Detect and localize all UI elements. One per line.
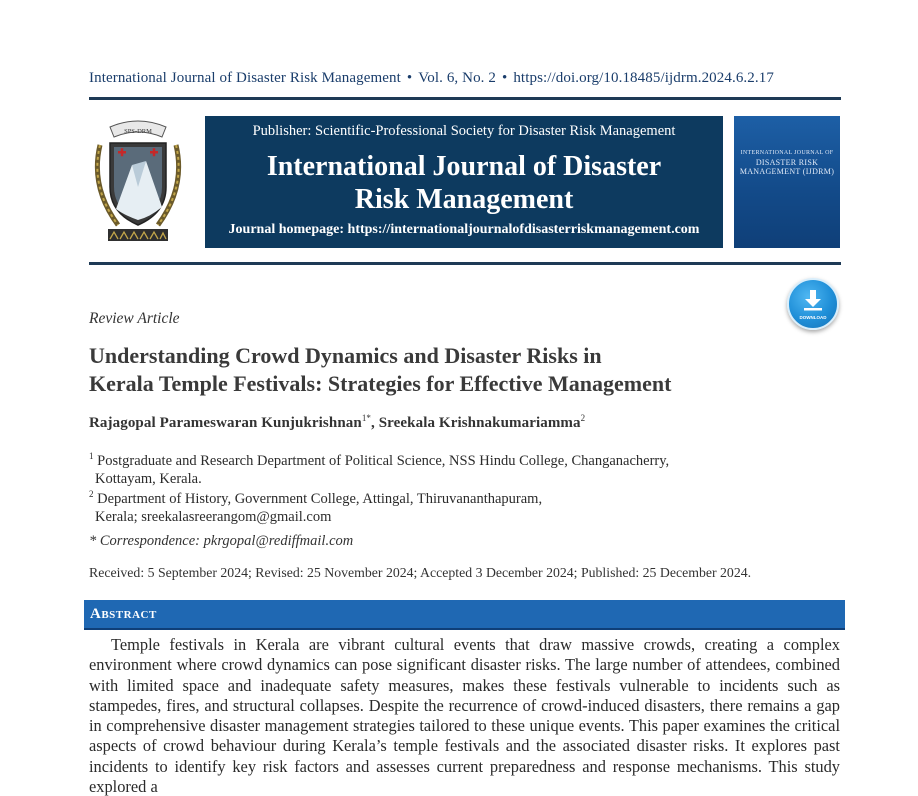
journal-title [205,150,723,216]
paper-title-line2: Kerala Temple Festivals: Strategies for Effective Management [89,371,672,396]
header-bullet: • [406,70,413,86]
author-affiliation-marker: 1* [361,413,372,423]
affiliation-text: Department of History, Government College, Attingal, Thiruvananthapuram, [97,490,543,507]
author-separator: , [371,415,379,431]
abstract-body: Temple festivals in Kerala are vibrant cultural events that draw massive crowds, creating a complex environment where crowd dynamics can pose significant disaster risks. The large number of attendees, combined with limited space and inadequate safety measures, makes these festivals vulnerable to incidents such as stampedes, fires, and structural collapses. Despite the recurrence of crowd-induced disasters, there remains a gap in comprehensive disaster management strategies tailored to these unique events. This paper examines the critical aspects of crowd behaviour during Kerala’s temple festivals and the associated disaster risks. It explores past incidents to identify key risk factors and assesses current preparedness and response mechanisms. This study explored a [89,635,840,796]
author-name: Sreekala Krishnakumariamma [378,415,581,431]
author-affiliation-marker: 2 [580,413,586,423]
volume-issue: Vol. 6, No. 2 [418,70,496,86]
cover-title: DISASTER RISK MANAGEMENT (IJDRM) [739,158,835,176]
cover-small-text: INTERNATIONAL JOURNAL OF [740,150,834,156]
journal-homepage-link[interactable]: Journal homepage: https://internationaljournalofdisasterriskmanagement.com [228,222,700,237]
affiliation-number: 2 [89,489,94,499]
affiliation-number: 1 [89,451,94,461]
affiliation-2 [89,485,789,526]
publication-dates: Received: 5 September 2024; Revised: 25 November 2024; Accepted 3 December 2024; Published: 25 December 2024. [89,565,752,580]
affiliation-text: Postgraduate and Research Department of Political Science, NSS Hindu College, Changanacherry, [97,452,670,469]
paper-title [89,342,809,398]
society-logo [88,117,188,247]
download-button[interactable] [787,278,839,330]
affiliation-text: Kerala; sreekalasreerangom@gmail.com [95,508,332,525]
download-icon [801,288,825,312]
logo-label: SPS-DRM [124,128,152,135]
affiliation-1 [89,447,789,488]
download-label: DOWNLOAD [799,315,827,320]
abstract-heading: Abstract [84,600,845,630]
doi-link[interactable]: https://doi.org/10.18485/ijdrm.2024.6.2.17 [513,70,774,86]
publisher-line: Publisher: Scientific-Professional Society for Disaster Risk Management [252,123,676,139]
paper-title-line1: Understanding Crowd Dynamics and Disaster Risks in [89,343,602,368]
journal-title-line1: International Journal of Disaster [266,151,662,182]
banner-bottom-rule [89,262,841,265]
header-bullet: • [501,70,508,86]
journal-banner [205,116,723,248]
author-name: Rajagopal Parameswaran Kunjukrishnan [89,415,362,431]
journal-cover-thumbnail [734,116,840,248]
running-header [89,70,841,87]
author-list [89,413,585,432]
correspondence: * Correspondence: pkrgopal@rediffmail.com [89,533,354,549]
header-rule [89,97,841,100]
affiliation-text: Kottayam, Kerala. [95,470,202,487]
journal-name: International Journal of Disaster Risk Management [89,70,401,86]
article-type: Review Article [89,310,180,327]
journal-title-line2: Risk Management [354,184,574,215]
